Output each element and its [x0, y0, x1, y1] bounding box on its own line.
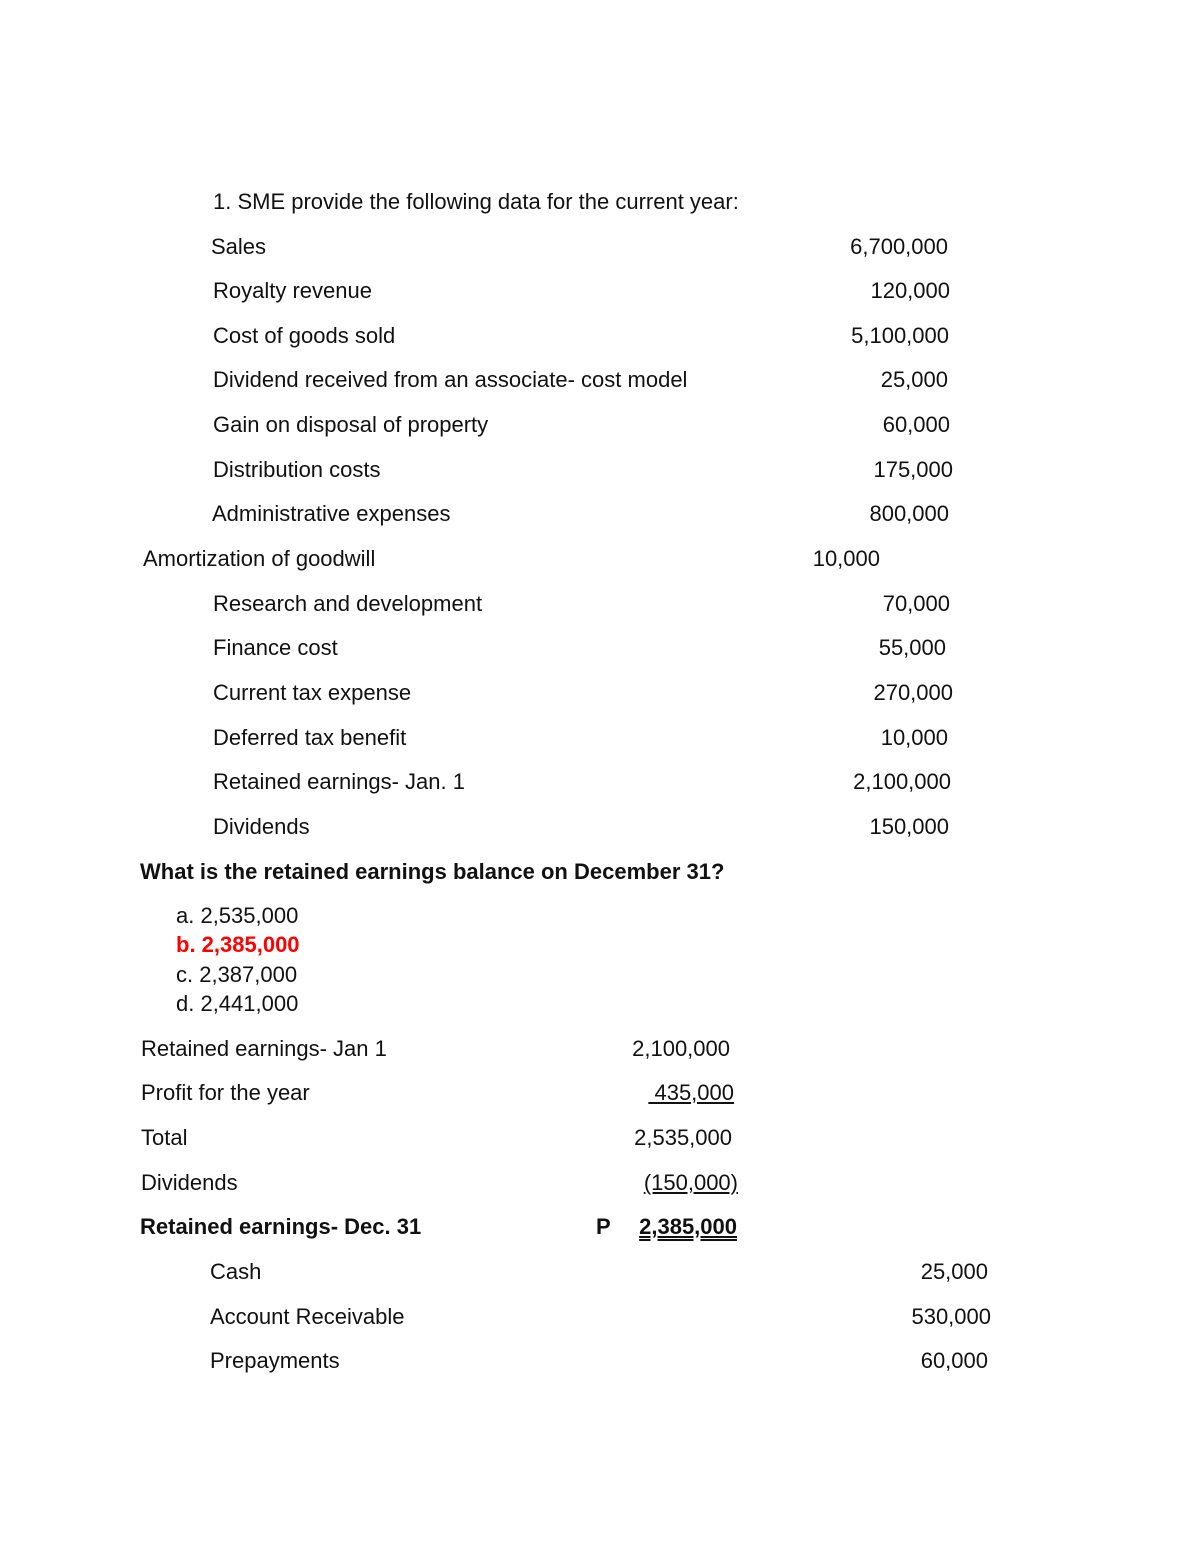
data-item-value: 6,700,000 [850, 234, 948, 259]
solution-label: Total [141, 1125, 188, 1150]
data-item-label: Gain on disposal of property [213, 412, 489, 437]
data-item-label: Royalty revenue [213, 278, 372, 303]
data-item-label: Administrative expenses [212, 501, 451, 526]
data-item-value: 70,000 [882, 591, 950, 616]
data-item-label: Amortization of goodwill [143, 546, 376, 571]
next-item-value: 25,000 [920, 1259, 988, 1284]
data-item-value: 270,000 [873, 680, 953, 705]
data-item-value: 2,100,000 [853, 769, 951, 794]
choice-d: d. 2,441,000 [176, 991, 299, 1016]
data-item-value: 5,100,000 [851, 323, 949, 348]
data-item-label: Dividends [213, 814, 310, 839]
next-item-label: Prepayments [210, 1348, 340, 1373]
solution-currency: P [596, 1214, 611, 1239]
solution-value: 435,000 [648, 1080, 734, 1105]
data-item-value: 175,000 [873, 457, 953, 482]
data-item-label: Sales [211, 234, 267, 259]
question-prompt: What is the retained earnings balance on December 31? [140, 859, 725, 884]
data-item-value: 55,000 [878, 635, 946, 660]
solution-label: Retained earnings- Jan 1 [141, 1036, 387, 1061]
data-item-value: 150,000 [869, 814, 949, 839]
next-item-label: Cash [210, 1259, 262, 1284]
solution-final-label: Retained earnings- Dec. 31 [140, 1214, 422, 1239]
data-item-value: 10,000 [880, 725, 948, 750]
solution-value: 2,100,000 [632, 1036, 730, 1061]
next-item-label: Account Receivable [210, 1304, 405, 1329]
data-item-label: Current tax expense [213, 680, 412, 705]
next-item-value: 60,000 [920, 1348, 988, 1373]
data-item-label: Deferred tax benefit [213, 725, 407, 750]
choice-b-correct: b. 2,385,000 [176, 932, 300, 957]
solution-value: 2,535,000 [634, 1125, 732, 1150]
data-item-label: Research and development [213, 591, 483, 616]
choice-a: a. 2,535,000 [176, 903, 299, 928]
data-item-label: Retained earnings- Jan. 1 [213, 769, 465, 794]
question-intro: 1. SME provide the following data for the current year: [213, 189, 739, 214]
data-item-value: 60,000 [882, 412, 950, 437]
data-item-label: Distribution costs [213, 457, 381, 482]
solution-label: Profit for the year [141, 1080, 310, 1105]
solution-final-value: 2,385,000 [639, 1214, 737, 1239]
solution-value: (150,000) [643, 1170, 738, 1195]
choice-c: c. 2,387,000 [176, 962, 298, 987]
data-item-label: Dividend received from an associate- cost model [213, 367, 688, 392]
next-item-value: 530,000 [911, 1304, 991, 1329]
data-item-value: 120,000 [870, 278, 950, 303]
data-item-value: 10,000 [812, 546, 880, 571]
data-item-value: 800,000 [869, 501, 949, 526]
data-item-value: 25,000 [880, 367, 948, 392]
data-item-label: Finance cost [213, 635, 338, 660]
solution-label: Dividends [141, 1170, 238, 1195]
data-item-label: Cost of goods sold [213, 323, 396, 348]
